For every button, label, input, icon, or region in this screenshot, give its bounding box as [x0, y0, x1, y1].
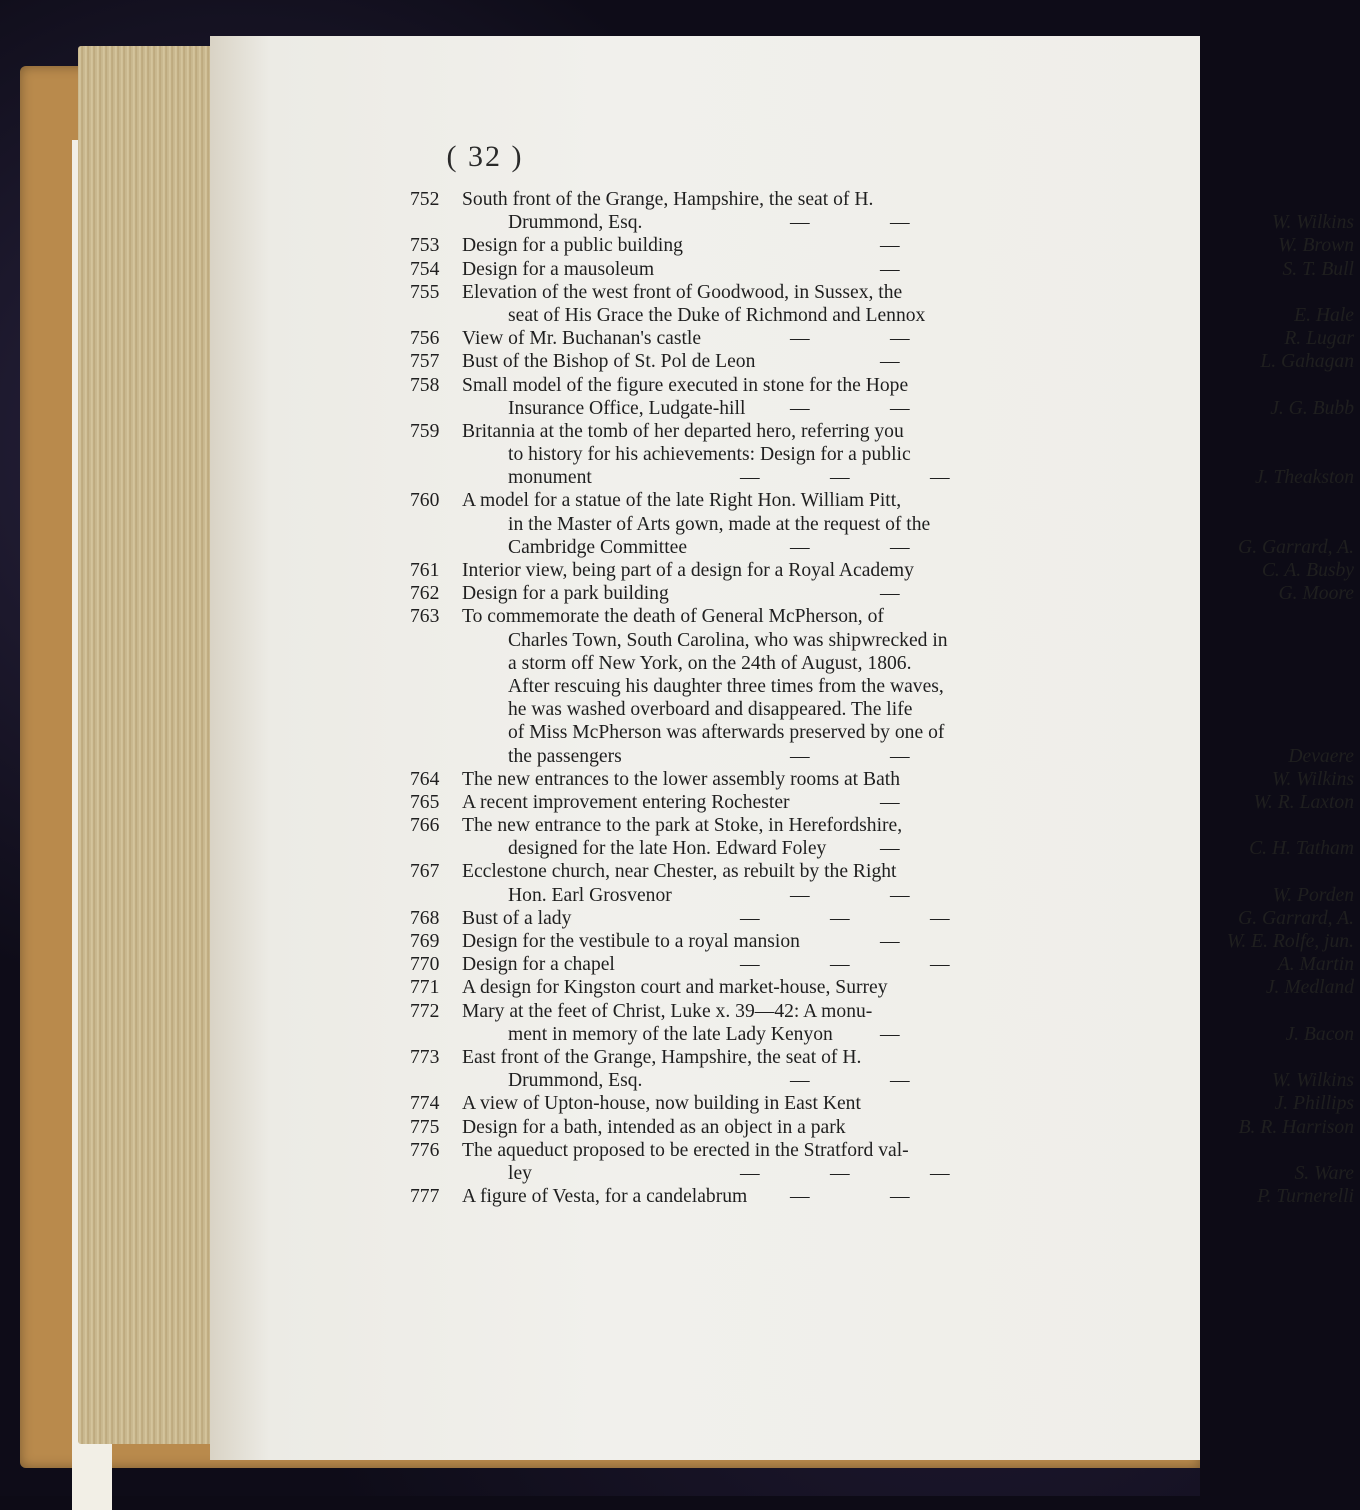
leader-dash: —	[830, 907, 850, 929]
leader-dash: —	[930, 467, 950, 489]
leader-dash: —	[880, 838, 900, 860]
entry-number: 773	[410, 1046, 440, 1068]
entry-artist: C. A. Busby	[1261, 560, 1354, 581]
entry-artist: G. Garrard, A.	[1238, 907, 1354, 929]
entry-number: 770	[410, 954, 440, 976]
entry-title-line: A figure of Vesta, for a candelabrum	[462, 1186, 748, 1208]
entry-line	[410, 513, 1360, 536]
entry-line	[410, 953, 1360, 976]
leader-dash: —	[880, 351, 900, 373]
entry-line	[410, 1162, 1360, 1185]
leader-dash: —	[930, 1162, 950, 1184]
entry-number: 757	[410, 351, 440, 373]
entry-number: 764	[410, 768, 440, 790]
entry-artist: S. Ware	[1294, 1162, 1354, 1184]
entry-line	[410, 258, 1360, 281]
entry-title-line: The new entrance to the park at Stoke, in Herefordshire,	[462, 815, 903, 837]
entry-title-line: in the Master of Arts gown, made at the request of the	[508, 513, 931, 535]
entry-title-line: To commemorate the death of General McPherson, of	[462, 606, 884, 628]
leader-dash: —	[890, 1186, 910, 1208]
entry-line	[410, 675, 1360, 698]
entry-title-line: View of Mr. Buchanan's castle	[462, 328, 702, 350]
entry-title-line: Design for a public building	[462, 235, 683, 257]
entry-artist: J. Phillips	[1274, 1093, 1354, 1115]
entry-title-line: Design for a bath, intended as an object in a park	[462, 1116, 846, 1138]
entry-number: 765	[410, 791, 440, 813]
entry-artist: W. Wilkins	[1271, 1070, 1354, 1092]
entry-line	[410, 1092, 1360, 1115]
entry-title-line: Ecclestone church, near Chester, as rebuilt by the Right	[462, 861, 897, 883]
entry-title-line: South front of the Grange, Hampshire, the seat of H.	[462, 189, 874, 210]
leader-dash: —	[740, 467, 760, 489]
entry-line	[410, 698, 1360, 721]
leader-dash: —	[890, 884, 910, 906]
entry-line	[410, 559, 1360, 582]
leader-dash: —	[790, 1186, 810, 1208]
entry-title-line: Mary at the feet of Christ, Luke x. 39—42: A monu-	[462, 1000, 873, 1022]
leader-dash: —	[740, 907, 760, 929]
entry-line	[410, 884, 1360, 907]
leader-dash: —	[890, 745, 910, 767]
entry-artist: E. Hale	[1294, 304, 1354, 326]
entry-title-line: Design for a mausoleum	[462, 258, 655, 280]
leader-dash: —	[830, 467, 850, 489]
entry-artist: W. Porden	[1272, 884, 1354, 906]
catalogue-entries	[410, 188, 1360, 1208]
leader-dash: —	[880, 1023, 900, 1045]
entry-title-line: Small model of the figure executed in stone for the Hope	[462, 374, 909, 396]
entry-artist: W. R. Laxton	[1253, 791, 1354, 813]
entry-number: 769	[410, 931, 440, 952]
entry-title-line: The aqueduct proposed to be erected in the Stratford val-	[462, 1139, 909, 1161]
leader-dash: —	[740, 954, 760, 976]
entry-title-line: A model for a statue of the late Right Hon. William Pitt,	[462, 490, 902, 512]
entry-line	[410, 350, 1360, 373]
entry-artist: G. Moore	[1278, 583, 1354, 605]
entry-title-line: East front of the Grange, Hampshire, the seat of H.	[462, 1046, 862, 1068]
book-page	[210, 36, 1354, 1460]
entry-artist: S. T. Bull	[1282, 258, 1354, 280]
entry-title-line: Insurance Office, Ludgate-hill	[508, 397, 746, 419]
leader-dash: —	[830, 954, 850, 976]
page-edges	[78, 46, 218, 1444]
leader-dash: —	[880, 235, 900, 257]
entry-line	[410, 397, 1360, 420]
entry-number: 777	[410, 1186, 440, 1208]
entry-line	[410, 1069, 1360, 1092]
entry-number: 760	[410, 490, 440, 512]
entry-number: 759	[410, 420, 440, 442]
entry-line	[410, 629, 1360, 652]
entry-number: 762	[410, 583, 440, 605]
entry-number: 767	[410, 861, 440, 883]
entry-line	[410, 768, 1360, 791]
entry-number: 755	[410, 281, 440, 303]
entry-line	[410, 860, 1360, 883]
entry-title-line: Design for the vestibule to a royal mansion	[462, 931, 800, 952]
entry-artist: L. Gahagan	[1260, 351, 1354, 373]
entry-title-line: Bust of a lady	[462, 907, 572, 929]
entry-line	[410, 443, 1360, 466]
entry-line	[410, 745, 1360, 768]
entry-number: 758	[410, 374, 440, 396]
entry-line	[410, 188, 1360, 211]
entry-line	[410, 791, 1360, 814]
entry-title-line: Drummond, Esq.	[508, 212, 643, 234]
entry-line	[410, 605, 1360, 628]
entry-artist: W. Brown	[1278, 235, 1354, 257]
entry-title-line: ment in memory of the late Lady Kenyon	[508, 1023, 833, 1045]
leader-dash: —	[790, 884, 810, 906]
entry-title-line: designed for the late Hon. Edward Foley	[508, 838, 827, 860]
leader-dash: —	[890, 536, 910, 558]
entry-title-line: Design for a chapel	[462, 954, 615, 976]
entry-number: 772	[410, 1000, 440, 1022]
entry-line	[410, 1046, 1360, 1069]
entry-number: 761	[410, 560, 440, 581]
entry-line	[410, 907, 1360, 930]
entry-number: 768	[410, 907, 440, 929]
entry-title-line: seat of His Grace the Duke of Richmond and Lennox	[508, 304, 926, 326]
entry-artist: R. Lugar	[1284, 328, 1354, 350]
entry-line	[410, 837, 1360, 860]
entry-line	[410, 281, 1360, 304]
entry-title-line: of Miss McPherson was afterwards preserved by one of	[508, 722, 945, 744]
entry-title-line: Charles Town, South Carolina, who was shipwrecked in	[508, 629, 948, 651]
entry-number: 753	[410, 235, 440, 257]
entry-line	[410, 1116, 1360, 1139]
entry-line	[410, 374, 1360, 397]
entry-number: 763	[410, 606, 440, 628]
entry-line	[410, 1139, 1360, 1162]
entry-title-line: Britannia at the tomb of her departed hero, referring you	[462, 420, 904, 442]
entry-number: 776	[410, 1139, 440, 1161]
entry-line	[410, 930, 1360, 953]
entry-title-line: ley	[508, 1162, 532, 1184]
entry-number: 774	[410, 1093, 440, 1115]
entry-title-line: A design for Kingston court and market-house, Surrey	[462, 977, 888, 999]
entry-line	[410, 234, 1360, 257]
entry-artist: C. H. Tatham	[1249, 838, 1354, 860]
entry-title-line: monument	[508, 467, 592, 489]
entry-artist: J. Bacon	[1285, 1023, 1354, 1045]
entry-title-line: Elevation of the west front of Goodwood, in Sussex, the	[462, 281, 903, 303]
leader-dash: —	[740, 1162, 760, 1184]
leader-dash: —	[790, 1070, 810, 1092]
leader-dash: —	[880, 791, 900, 813]
entry-line	[410, 976, 1360, 999]
entry-line	[410, 814, 1360, 837]
entry-title-line: Interior view, being part of a design for a Royal Academy	[462, 560, 914, 581]
entry-artist: W. E. Rolfe, jun.	[1226, 931, 1354, 952]
entry-title-line: he was washed overboard and disappeared. The life	[508, 699, 913, 721]
entry-line	[410, 1185, 1360, 1208]
entry-title-line: Hon. Earl Grosvenor	[508, 884, 672, 906]
entry-artist: Devaere	[1288, 745, 1354, 767]
entry-artist: W. Wilkins	[1271, 768, 1354, 790]
entry-title-line: The new entrances to the lower assembly rooms at Bath	[462, 768, 901, 790]
entry-number: 752	[410, 189, 440, 210]
entry-line	[410, 420, 1360, 443]
leader-dash: —	[890, 212, 910, 234]
entry-number: 771	[410, 977, 440, 999]
entry-title-line: the passengers	[508, 745, 622, 767]
entry-artist: W. Wilkins	[1271, 212, 1354, 234]
leader-dash: —	[890, 328, 910, 350]
page-number: ( 32 )	[446, 140, 524, 173]
entry-line	[410, 652, 1360, 675]
leader-dash: —	[930, 907, 950, 929]
leader-dash: —	[880, 931, 900, 952]
leader-dash: —	[890, 1070, 910, 1092]
leader-dash: —	[880, 258, 900, 280]
leader-dash: —	[830, 1162, 850, 1184]
entry-line	[410, 466, 1360, 489]
entry-artist: J. G. Bubb	[1270, 397, 1354, 419]
entry-artist: B. R. Harrison	[1238, 1116, 1354, 1138]
entry-title-line: to history for his achievements: Design for a public	[508, 444, 911, 466]
entry-line	[410, 1000, 1360, 1023]
entry-title-line: A recent improvement entering Rochester	[462, 791, 790, 813]
entry-title-line: Design for a park building	[462, 583, 669, 605]
leader-dash: —	[790, 212, 810, 234]
entry-artist: A. Martin	[1277, 954, 1354, 976]
entry-line	[410, 536, 1360, 559]
entry-line	[410, 211, 1360, 234]
entry-line	[410, 327, 1360, 350]
entry-line	[410, 582, 1360, 605]
entry-artist: J. Medland	[1265, 977, 1354, 999]
entry-number: 766	[410, 815, 440, 837]
entry-title-line: Bust of the Bishop of St. Pol de Leon	[462, 351, 756, 373]
leader-dash: —	[790, 397, 810, 419]
leader-dash: —	[790, 536, 810, 558]
entry-title-line: a storm off New York, on the 24th of August, 1806.	[508, 652, 912, 674]
entry-artist: P. Turnerelli	[1257, 1186, 1354, 1208]
leader-dash: —	[790, 745, 810, 767]
entry-artist: J. Theakston	[1254, 467, 1354, 489]
leader-dash: —	[930, 954, 950, 976]
entry-title-line: A view of Upton-house, now building in East Kent	[462, 1093, 861, 1115]
entry-title-line: Cambridge Committee	[508, 536, 688, 558]
entry-line	[410, 721, 1360, 744]
entry-line	[410, 1023, 1360, 1046]
entry-line	[410, 304, 1360, 327]
entry-title-line: After rescuing his daughter three times from the waves,	[508, 675, 944, 697]
entry-line	[410, 489, 1360, 512]
entry-artist: G. Garrard, A.	[1238, 536, 1354, 558]
entry-number: 775	[410, 1116, 440, 1138]
leader-dash: —	[790, 328, 810, 350]
leader-dash: —	[880, 583, 900, 605]
entry-number: 756	[410, 328, 440, 350]
leader-dash: —	[890, 397, 910, 419]
entry-title-line: Drummond, Esq.	[508, 1070, 643, 1092]
entry-number: 754	[410, 258, 440, 280]
